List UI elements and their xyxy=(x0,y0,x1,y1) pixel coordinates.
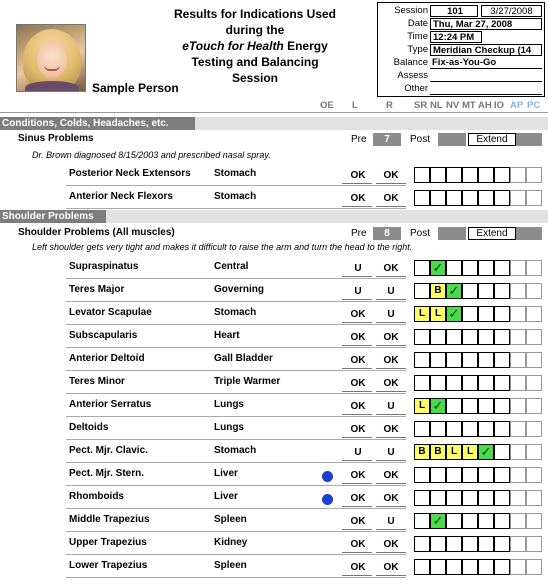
muscle-name: Supraspinatus xyxy=(69,261,139,272)
muscle-row[interactable] xyxy=(66,372,406,394)
correction-box-io[interactable] xyxy=(494,260,510,276)
muscle-row[interactable] xyxy=(66,326,406,348)
correction-box-sr[interactable]: B xyxy=(414,444,430,460)
correction-boxes xyxy=(414,536,542,552)
correction-box-pc[interactable] xyxy=(526,398,542,414)
right-result[interactable]: OK xyxy=(383,263,399,274)
correction-box-io[interactable] xyxy=(494,190,510,206)
muscle-name: Rhomboids xyxy=(69,491,124,502)
correction-box-pc[interactable] xyxy=(526,467,542,483)
correction-box-io[interactable] xyxy=(494,306,510,322)
correction-boxes xyxy=(414,467,542,483)
correction-box-nv[interactable]: L xyxy=(446,444,462,460)
muscle-row[interactable] xyxy=(66,533,406,555)
muscle-row[interactable] xyxy=(66,487,406,509)
right-result[interactable]: U xyxy=(387,401,395,412)
correction-box-nv[interactable] xyxy=(446,536,462,552)
left-result[interactable]: OK xyxy=(350,170,366,181)
col-ap: AP xyxy=(510,100,524,111)
correction-box-nv[interactable] xyxy=(446,190,462,206)
correction-box-ap[interactable] xyxy=(510,260,526,276)
correction-box-nv[interactable] xyxy=(446,329,462,345)
correction-box-nl[interactable]: B xyxy=(430,444,446,460)
correction-boxes xyxy=(414,190,542,206)
correction-box-ah[interactable] xyxy=(478,421,494,437)
correction-box-nl[interactable] xyxy=(430,167,446,183)
correction-box-mt[interactable] xyxy=(462,306,478,322)
correction-box-sr[interactable] xyxy=(414,559,430,575)
right-result[interactable]: U xyxy=(387,447,395,458)
correction-box-nv[interactable] xyxy=(446,421,462,437)
correction-box-ah[interactable] xyxy=(478,375,494,391)
correction-box-ah[interactable] xyxy=(478,306,494,322)
correction-box-ah[interactable] xyxy=(478,513,494,529)
meridian-name: Gall Bladder xyxy=(214,353,273,364)
meridian-name: Governing xyxy=(214,284,265,295)
session-date[interactable]: 3/27/2008 xyxy=(481,5,542,17)
correction-box-ap[interactable] xyxy=(510,352,526,368)
correction-box-ap[interactable] xyxy=(510,190,526,206)
muscle-name: Anterior Neck Flexors xyxy=(69,191,173,202)
report-title: Results for Indications Used during the eTouch for Health Energy Testing and Balancing Session xyxy=(173,7,337,85)
right-result[interactable]: OK xyxy=(383,170,399,181)
correction-box-ap[interactable] xyxy=(510,398,526,414)
left-result[interactable]: OK xyxy=(350,193,366,204)
correction-box-pc[interactable] xyxy=(526,329,542,345)
correction-box-nl[interactable]: B xyxy=(430,283,446,299)
person-name: Sample Person xyxy=(92,81,179,95)
correction-box-ah[interactable] xyxy=(478,260,494,276)
muscle-name: Deltoids xyxy=(69,422,109,433)
correction-box-sr[interactable] xyxy=(414,260,430,276)
left-result[interactable]: OK xyxy=(350,309,366,320)
extend-button[interactable]: Extend xyxy=(468,133,516,146)
correction-box-nv[interactable] xyxy=(446,283,462,299)
correction-box-io[interactable] xyxy=(494,421,510,437)
problem-sinus[interactable]: Sinus Problems xyxy=(18,133,94,144)
muscle-name: Lower Trapezius xyxy=(69,560,148,571)
correction-box-mt[interactable] xyxy=(462,329,478,345)
problem-shoulder[interactable]: Shoulder Problems (All muscles) xyxy=(18,227,175,238)
correction-box-io[interactable] xyxy=(494,444,510,460)
muscle-name: Posterior Neck Extensors xyxy=(69,168,191,179)
meridian-name: Liver xyxy=(214,491,238,502)
correction-box-mt[interactable] xyxy=(462,190,478,206)
correction-box-sr[interactable] xyxy=(414,167,430,183)
type-field[interactable]: Meridian Checkup (14 xyxy=(430,44,542,56)
correction-box-nl[interactable]: L xyxy=(430,306,446,322)
problem-note: Left shoulder gets very tight and makes it difficult to raise the arm and turn the head to the right. xyxy=(32,242,413,252)
correction-box-pc[interactable] xyxy=(526,283,542,299)
correction-box-ap[interactable] xyxy=(510,513,526,529)
correction-box-nv[interactable] xyxy=(446,306,462,322)
correction-box-sr[interactable] xyxy=(414,513,430,529)
right-result[interactable]: U xyxy=(387,286,395,297)
col-oe: OE xyxy=(320,100,334,111)
correction-box-ap[interactable] xyxy=(510,329,526,345)
muscle-row[interactable] xyxy=(66,464,406,486)
correction-box-mt[interactable] xyxy=(462,260,478,276)
correction-box-nv[interactable] xyxy=(446,167,462,183)
post-score[interactable] xyxy=(438,227,466,240)
correction-box-io[interactable] xyxy=(494,513,510,529)
right-result[interactable]: OK xyxy=(383,493,399,504)
meridian-name: Central xyxy=(214,261,249,272)
correction-boxes xyxy=(414,490,542,506)
muscle-name: Pect. Mjr. Clavic. xyxy=(69,445,148,456)
correction-box-nv[interactable] xyxy=(446,513,462,529)
correction-box-pc[interactable] xyxy=(526,167,542,183)
col-r: R xyxy=(386,100,393,111)
left-result[interactable]: OK xyxy=(350,539,366,550)
right-result[interactable]: OK xyxy=(383,539,399,550)
correction-boxes xyxy=(414,513,542,529)
correction-box-io[interactable] xyxy=(494,398,510,414)
correction-box-mt[interactable] xyxy=(462,398,478,414)
muscle-row[interactable] xyxy=(66,395,406,417)
col-l: L xyxy=(352,100,358,111)
muscle-row[interactable] xyxy=(66,257,406,279)
correction-boxes xyxy=(414,329,542,345)
col-nv: NV xyxy=(446,100,460,111)
muscle-name: Subscapularis xyxy=(69,330,138,341)
correction-box-nv[interactable] xyxy=(446,559,462,575)
correction-box-nl[interactable] xyxy=(430,513,446,529)
extend-score[interactable] xyxy=(516,227,542,240)
extend-button[interactable]: Extend xyxy=(468,227,516,240)
correction-box-ah[interactable] xyxy=(478,467,494,483)
balance-field[interactable]: Fix-as-You-Go xyxy=(430,57,542,69)
correction-box-pc[interactable] xyxy=(526,375,542,391)
correction-box-nl[interactable] xyxy=(430,467,446,483)
correction-box-ap[interactable] xyxy=(510,536,526,552)
col-sr: SR xyxy=(414,100,428,111)
right-result[interactable]: U xyxy=(387,309,395,320)
left-result[interactable]: U xyxy=(354,447,362,458)
correction-box-mt[interactable] xyxy=(462,536,478,552)
left-result[interactable]: OK xyxy=(350,493,366,504)
client-photo xyxy=(16,24,86,92)
pre-score[interactable]: 7 xyxy=(373,133,401,146)
meridian-name: Stomach xyxy=(214,445,257,456)
muscle-row[interactable] xyxy=(66,303,406,325)
meridian-name: Lungs xyxy=(214,422,244,433)
time-field[interactable]: 12:24 PM xyxy=(430,31,482,43)
correction-box-mt[interactable] xyxy=(462,375,478,391)
muscle-name: Pect. Mjr. Stern. xyxy=(69,468,145,479)
muscle-row[interactable] xyxy=(66,280,406,302)
correction-boxes xyxy=(414,444,542,460)
session-info-panel: Session 101 3/27/2008 Date Thu, Mar 27, 2008 Time 12:24 PM Type Meridian Checkup (14 Balance Fix-as-You-Go Assess Other xyxy=(377,2,545,97)
meridian-name: Spleen xyxy=(214,560,247,571)
correction-box-pc[interactable] xyxy=(526,190,542,206)
correction-box-mt[interactable] xyxy=(462,283,478,299)
correction-box-io[interactable] xyxy=(494,490,510,506)
correction-box-nv[interactable] xyxy=(446,352,462,368)
correction-box-ah[interactable] xyxy=(478,329,494,345)
correction-box-nv[interactable] xyxy=(446,490,462,506)
muscle-row[interactable] xyxy=(66,164,406,186)
right-result[interactable]: OK xyxy=(383,332,399,343)
correction-box-ah[interactable] xyxy=(478,536,494,552)
correction-box-nl[interactable] xyxy=(430,421,446,437)
correction-boxes xyxy=(414,167,542,183)
correction-box-ap[interactable] xyxy=(510,444,526,460)
correction-boxes xyxy=(414,260,542,276)
oe-indicator-icon[interactable] xyxy=(322,494,333,505)
correction-box-ah[interactable] xyxy=(478,167,494,183)
correction-box-pc[interactable] xyxy=(526,260,542,276)
correction-box-sr[interactable] xyxy=(414,329,430,345)
extend-score[interactable] xyxy=(516,133,542,146)
correction-box-ah[interactable] xyxy=(478,190,494,206)
correction-boxes xyxy=(414,559,542,575)
correction-box-nl[interactable] xyxy=(430,329,446,345)
muscle-name: Anterior Serratus xyxy=(69,399,152,410)
correction-box-nl[interactable] xyxy=(430,260,446,276)
date-field[interactable]: Thu, Mar 27, 2008 xyxy=(430,18,542,30)
left-result[interactable]: OK xyxy=(350,355,366,366)
muscle-row[interactable] xyxy=(66,510,406,532)
right-result[interactable]: OK xyxy=(383,424,399,435)
col-nl: NL xyxy=(430,100,443,111)
correction-box-nv[interactable] xyxy=(446,375,462,391)
left-result[interactable]: U xyxy=(354,286,362,297)
muscle-row[interactable] xyxy=(66,187,406,209)
section-header-conditions[interactable]: Conditions, Colds, Headaches, etc. xyxy=(0,117,195,130)
correction-box-ah[interactable] xyxy=(478,398,494,414)
correction-boxes xyxy=(414,375,542,391)
correction-box-io[interactable] xyxy=(494,283,510,299)
right-result[interactable]: OK xyxy=(383,562,399,573)
correction-box-sr[interactable] xyxy=(414,536,430,552)
left-result[interactable]: OK xyxy=(350,378,366,389)
muscle-name: Anterior Deltoid xyxy=(69,353,145,364)
correction-box-nl[interactable] xyxy=(430,398,446,414)
pre-score[interactable]: 8 xyxy=(373,227,401,240)
correction-box-sr[interactable] xyxy=(414,283,430,299)
correction-box-sr[interactable]: L xyxy=(414,398,430,414)
correction-box-pc[interactable] xyxy=(526,490,542,506)
other-field[interactable] xyxy=(430,83,542,95)
correction-box-sr[interactable] xyxy=(414,352,430,368)
correction-box-io[interactable] xyxy=(494,352,510,368)
correction-box-nv[interactable] xyxy=(446,398,462,414)
correction-box-io[interactable] xyxy=(494,467,510,483)
correction-boxes xyxy=(414,306,542,322)
oe-indicator-icon[interactable] xyxy=(322,471,333,482)
correction-box-sr[interactable] xyxy=(414,467,430,483)
correction-box-sr[interactable] xyxy=(414,490,430,506)
correction-box-pc[interactable] xyxy=(526,421,542,437)
col-pc: PC xyxy=(527,100,541,111)
meridian-name: Lungs xyxy=(214,399,244,410)
correction-box-mt[interactable] xyxy=(462,559,478,575)
muscle-row[interactable] xyxy=(66,418,406,440)
correction-boxes xyxy=(414,398,542,414)
correction-box-ap[interactable] xyxy=(510,167,526,183)
post-score[interactable] xyxy=(438,133,466,146)
section-header-shoulder[interactable]: Shoulder Problems xyxy=(0,210,106,223)
meridian-name: Triple Warmer xyxy=(214,376,281,387)
muscle-name: Teres Minor xyxy=(69,376,125,387)
correction-box-ah[interactable] xyxy=(478,490,494,506)
correction-box-io[interactable] xyxy=(494,375,510,391)
correction-box-ap[interactable] xyxy=(510,490,526,506)
right-result[interactable]: OK xyxy=(383,193,399,204)
meridian-name: Stomach xyxy=(214,307,257,318)
muscle-row[interactable] xyxy=(66,349,406,371)
correction-box-ap[interactable] xyxy=(510,467,526,483)
correction-box-mt[interactable] xyxy=(462,352,478,368)
left-result[interactable]: U xyxy=(354,263,362,274)
left-result[interactable]: OK xyxy=(350,424,366,435)
correction-box-io[interactable] xyxy=(494,536,510,552)
correction-box-ap[interactable] xyxy=(510,559,526,575)
meridian-name: Spleen xyxy=(214,514,247,525)
correction-box-sr[interactable] xyxy=(414,421,430,437)
col-mt: MT xyxy=(462,100,476,111)
correction-box-sr[interactable] xyxy=(414,190,430,206)
col-io: IO xyxy=(494,100,505,111)
correction-box-mt[interactable]: L xyxy=(462,444,478,460)
correction-box-pc[interactable] xyxy=(526,352,542,368)
problem-note: Dr. Brown diagnosed 8/15/2003 and prescribed nasal spray. xyxy=(32,150,271,160)
correction-box-nl[interactable] xyxy=(430,375,446,391)
left-result[interactable]: OK xyxy=(350,332,366,343)
correction-box-mt[interactable] xyxy=(462,513,478,529)
correction-box-sr[interactable]: L xyxy=(414,306,430,322)
correction-boxes xyxy=(414,283,542,299)
muscle-row[interactable] xyxy=(66,441,406,463)
correction-box-mt[interactable] xyxy=(462,490,478,506)
correction-box-pc[interactable] xyxy=(526,536,542,552)
muscle-name: Teres Major xyxy=(69,284,125,295)
correction-box-nl[interactable] xyxy=(430,536,446,552)
meridian-name: Stomach xyxy=(214,191,257,202)
session-number[interactable]: 101 xyxy=(430,5,478,17)
left-result[interactable]: OK xyxy=(350,470,366,481)
right-result[interactable]: U xyxy=(387,516,395,527)
correction-box-nv[interactable] xyxy=(446,467,462,483)
meridian-name: Stomach xyxy=(214,168,257,179)
correction-box-ah[interactable] xyxy=(478,283,494,299)
correction-box-mt[interactable] xyxy=(462,421,478,437)
correction-box-pc[interactable] xyxy=(526,444,542,460)
correction-box-pc[interactable] xyxy=(526,513,542,529)
correction-box-nl[interactable] xyxy=(430,190,446,206)
assess-field[interactable] xyxy=(430,70,542,82)
correction-boxes xyxy=(414,421,542,437)
correction-box-nl[interactable] xyxy=(430,352,446,368)
correction-box-ap[interactable] xyxy=(510,306,526,322)
muscle-name: Middle Trapezius xyxy=(69,514,150,525)
correction-box-io[interactable] xyxy=(494,329,510,345)
correction-box-pc[interactable] xyxy=(526,306,542,322)
correction-box-mt[interactable] xyxy=(462,167,478,183)
left-result[interactable]: OK xyxy=(350,562,366,573)
correction-box-nl[interactable] xyxy=(430,490,446,506)
correction-box-io[interactable] xyxy=(494,559,510,575)
correction-box-pc[interactable] xyxy=(526,559,542,575)
muscle-name: Levator Scapulae xyxy=(69,307,152,318)
right-result[interactable]: OK xyxy=(383,470,399,481)
correction-box-nv[interactable] xyxy=(446,260,462,276)
col-ah: AH xyxy=(478,100,492,111)
correction-box-ah[interactable] xyxy=(478,352,494,368)
correction-box-ap[interactable] xyxy=(510,421,526,437)
correction-box-ah[interactable] xyxy=(478,559,494,575)
correction-box-nl[interactable] xyxy=(430,559,446,575)
meridian-name: Kidney xyxy=(214,537,248,548)
right-result[interactable]: OK xyxy=(383,355,399,366)
meridian-name: Heart xyxy=(214,330,240,341)
correction-box-ah[interactable] xyxy=(478,444,494,460)
correction-box-sr[interactable] xyxy=(414,375,430,391)
correction-boxes xyxy=(414,352,542,368)
meridian-name: Liver xyxy=(214,468,238,479)
left-result[interactable]: OK xyxy=(350,516,366,527)
correction-box-ap[interactable] xyxy=(510,283,526,299)
left-result[interactable]: OK xyxy=(350,401,366,412)
muscle-row[interactable] xyxy=(66,556,406,578)
correction-box-io[interactable] xyxy=(494,167,510,183)
correction-box-mt[interactable] xyxy=(462,467,478,483)
muscle-name: Upper Trapezius xyxy=(69,537,147,548)
correction-box-ap[interactable] xyxy=(510,375,526,391)
right-result[interactable]: OK xyxy=(383,378,399,389)
